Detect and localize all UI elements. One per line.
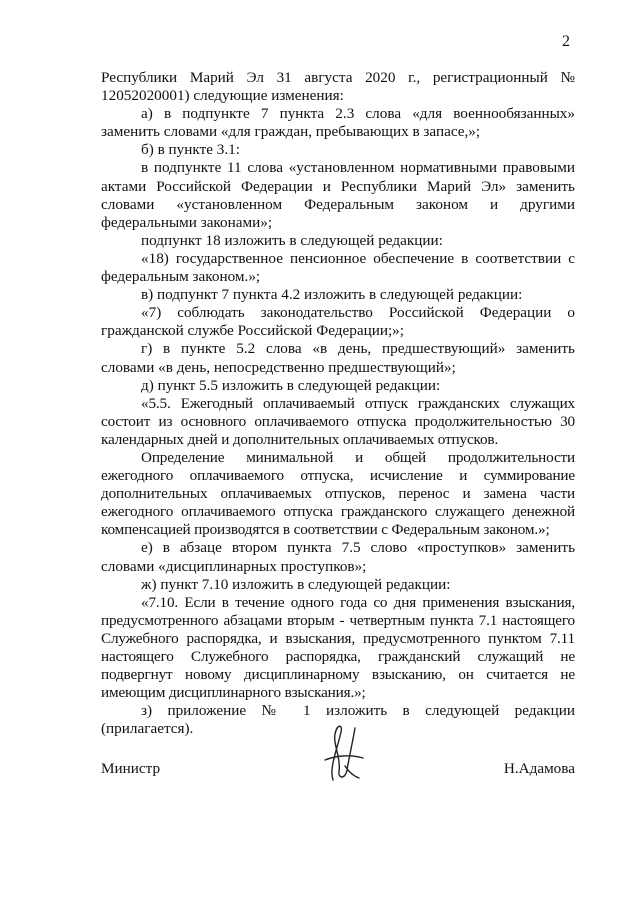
paragraph-item-d: д) пункт 5.5 изложить в следующей редакции:	[141, 376, 441, 394]
signatory-name: Н.Адамова	[503, 760, 575, 777]
paragraph-item-v: в) подпункт 7 пункта 4.2 изложить в следующей редакции:	[141, 286, 523, 304]
document-body	[101, 69, 575, 738]
paragraph-item-b-sub18: подпункт 18 изложить в следующей редакции:	[141, 231, 443, 249]
paragraph-quote-5-5: «5.5. Ежегодный оплачиваемый отпуск гражданских служащих состоит из основного оплачиваемого отпуска продолжительностью 30 календарных дней и дополнительных оплачиваемых отпусков.	[101, 394, 575, 448]
paragraph-quote-18: «18) государственное пенсионное обеспечение в соответствии с федеральным законом.»;	[101, 249, 575, 286]
signature-block	[101, 760, 575, 800]
paragraph-item-a: а) в подпункте 7 пункта 2.3 слова «для военнообязанных» заменить словами «для граждан, пребывающих в запасе,»;	[101, 105, 575, 141]
paragraph-intro: Республики Марий Эл 31 августа 2020 г., регистрационный № 12052020001) следующие изменения:	[101, 69, 575, 105]
handwritten-signature	[319, 720, 367, 786]
paragraph-quote-7: «7) соблюдать законодательство Российской Федерации о гражданской службе Российской Федерации;»;	[101, 304, 575, 340]
page-number: 2	[562, 33, 570, 50]
paragraph-quote-7-10: «7.10. Если в течение одного года со дня применения взыскания, предусмотренного абзацами вторым - четвертным пункта 7.1 настоящего Служебного распорядка, и взыскания, предусмотренного пунктом 7.11 настоящего Служебного распорядка, гражданский служащий не подвергнут новому дисциплинарному взысканию, он считается не имеющим дисциплинарного взыскания.»;	[101, 593, 575, 702]
paragraph-definition: Определение минимальной и общей продолжительности ежегодного оплачиваемого отпуска, исчисление и суммирование дополнительных оплачиваемых отпусков, перенос и замена части ежегодного оплачиваемого отпуска гражданского служащего денежной компенсацией производятся в соответствии с Федеральным законом.»;	[101, 448, 575, 539]
paragraph-item-b: б) в пункте 3.1:	[141, 141, 240, 159]
paragraph-item-z: з) приложение № 1 изложить в следующей редакции (прилагается).	[101, 702, 575, 738]
paragraph-item-g: г) в пункте 5.2 слова «в день, предшествующий» заменить словами «в день, непосредственно предшествующий»;	[101, 340, 575, 376]
paragraph-item-b-sub11: в подпункте 11 слова «установленном нормативными правовыми актами Российской Федерации и Республики Марий Эл» заменить словами «установленном Федеральным законом и другими федеральными законами»;	[101, 159, 575, 231]
paragraph-item-e: е) в абзаце втором пункта 7.5 слово «проступков» заменить словами «дисциплинарных проступков»;	[101, 539, 575, 575]
signatory-title: Министр	[101, 760, 161, 777]
paragraph-item-zh: ж) пункт 7.10 изложить в следующей редакции:	[141, 575, 451, 593]
